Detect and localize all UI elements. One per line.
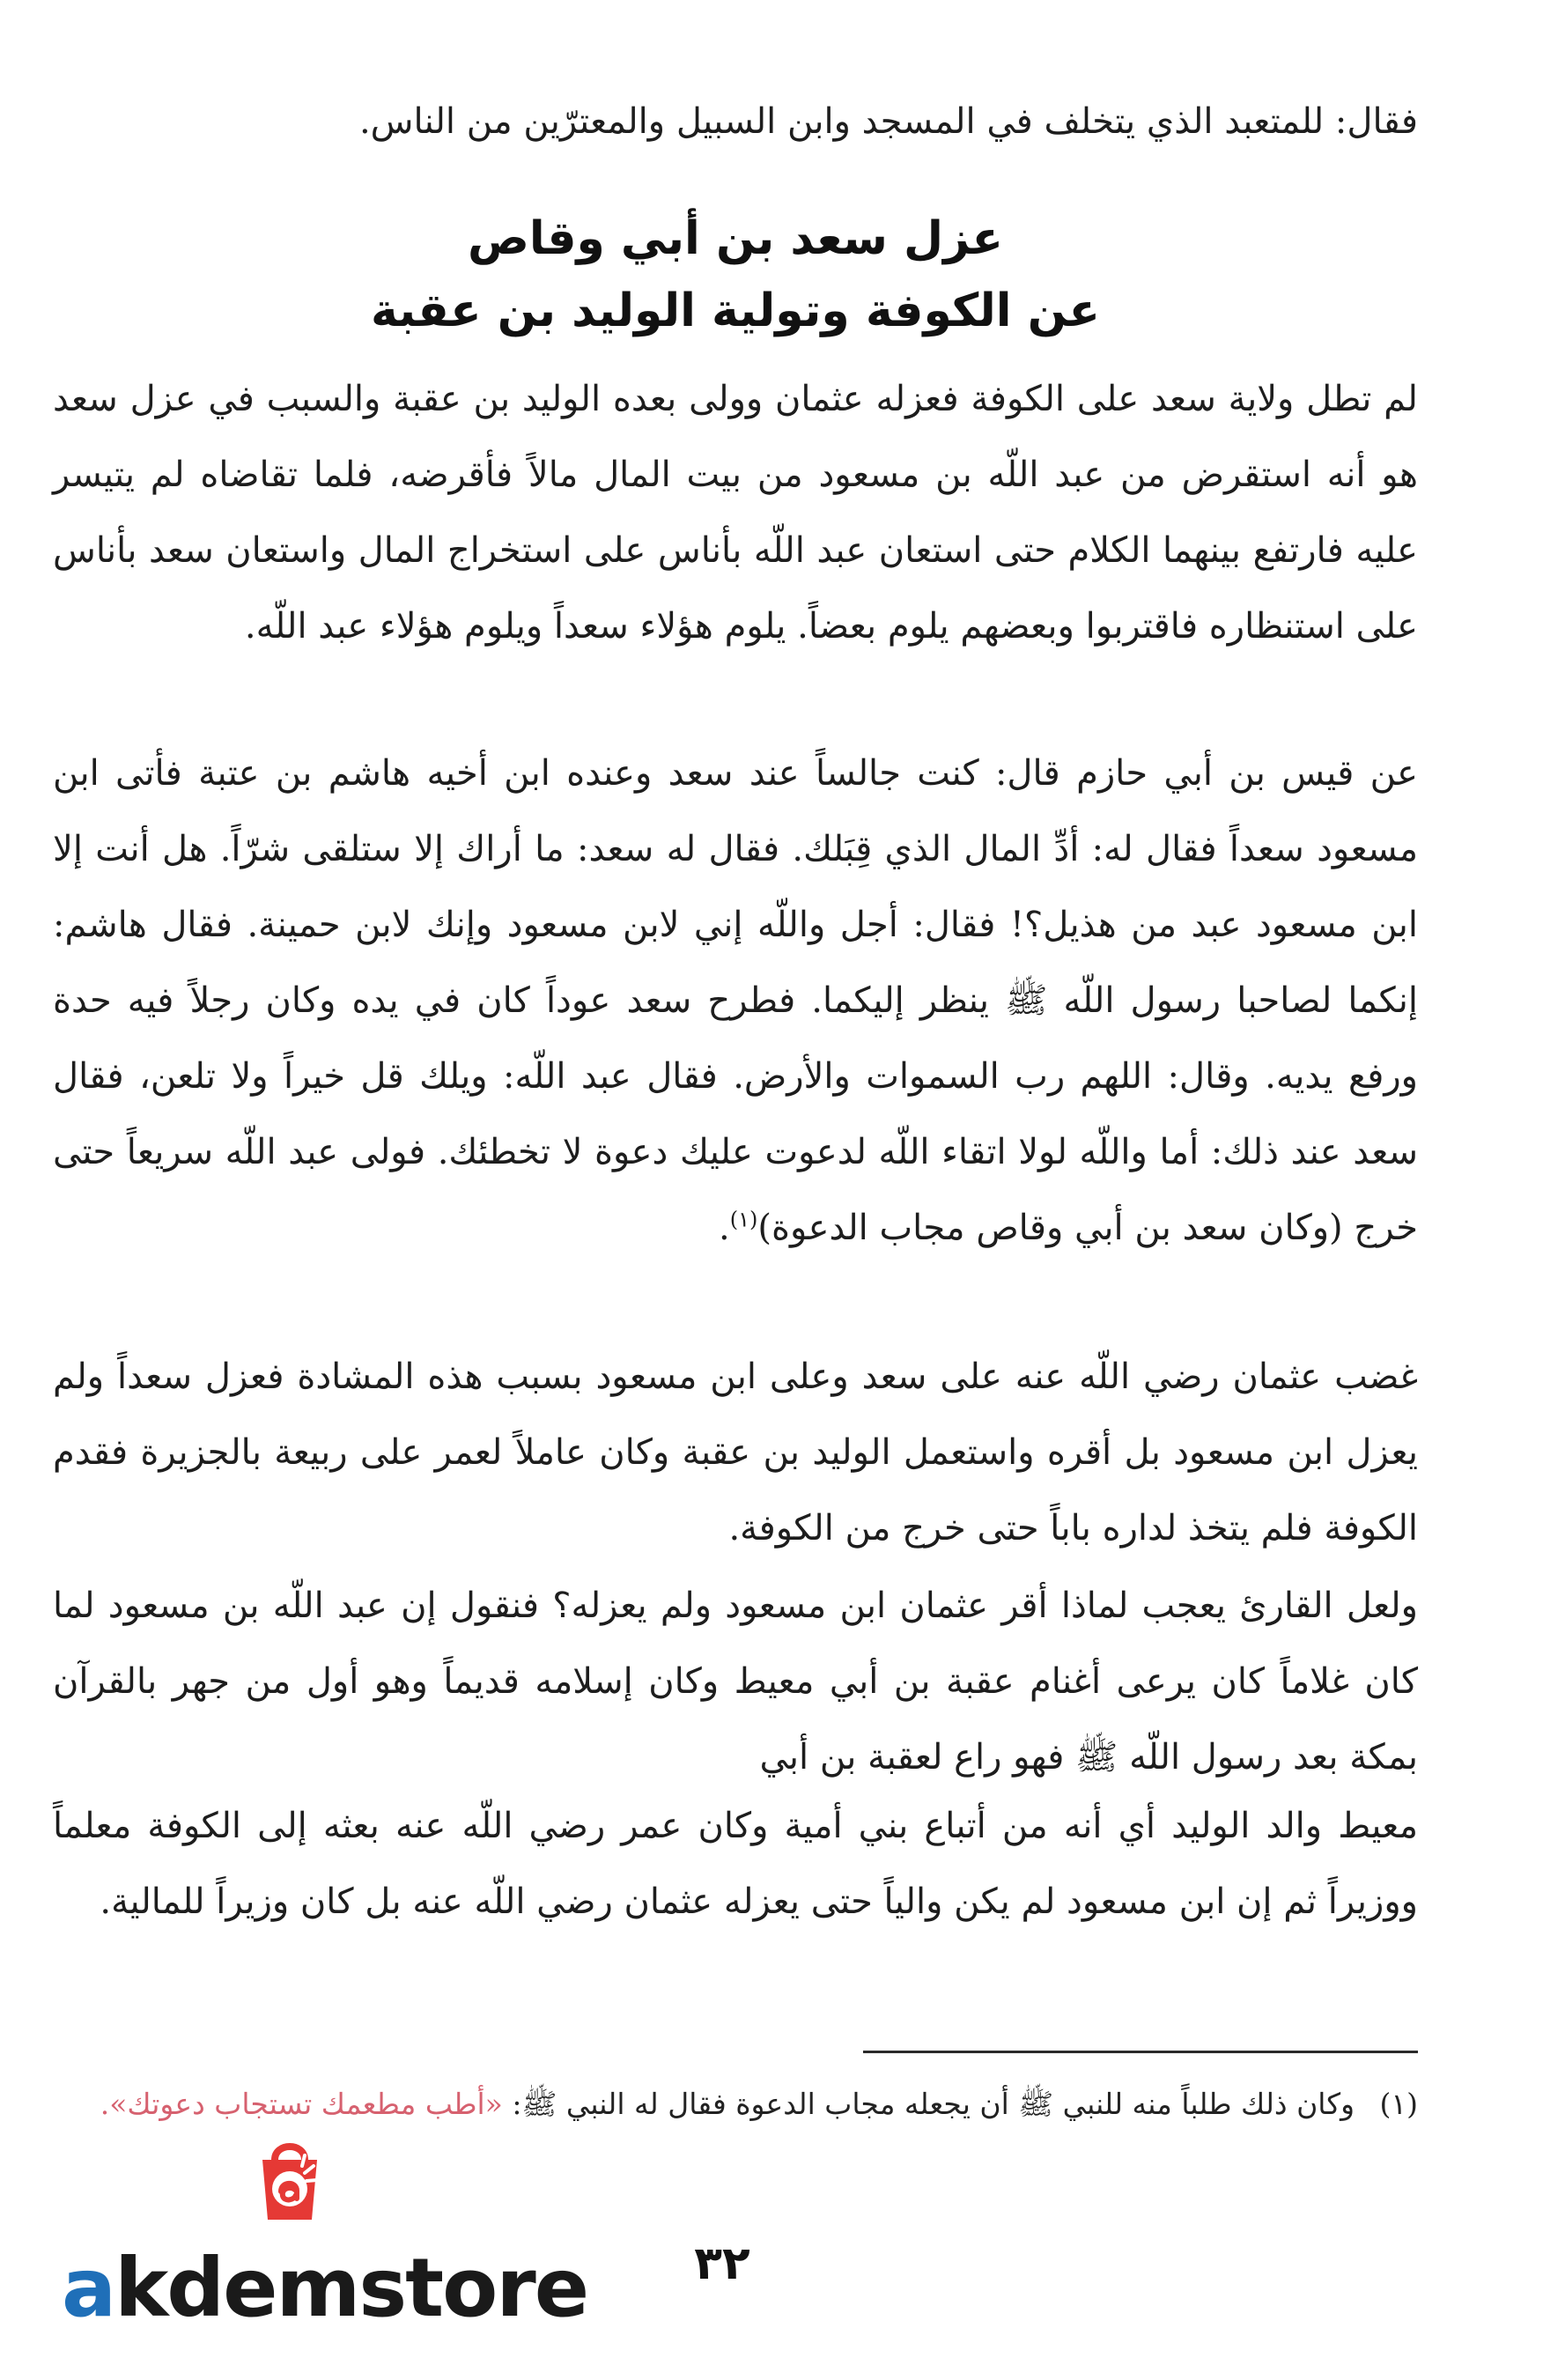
section-title-line-2: عن الكوفة وتولية الوليد بن عقبة [370, 285, 1101, 337]
paragraph-1 [53, 361, 1418, 664]
brand-watermark [62, 2236, 588, 2341]
paragraph-3-text: غضب عثمان رضي اللّه عنه على سعد وعلى ابن مسعود بسبب هذه المشادة فعزل سعداً ولم يعزل ابن مسعود بل أقره واستعمل الوليد بن عقبة وكان عاملاً لعمر على ربيعة بالجزيرة فقدم الكوفة فلم يتخذ لداره باباً حتى خرج من الكوفة. [53, 1356, 1418, 1548]
brand-letter-a: a [62, 2241, 115, 2335]
footnote-quote: «أطب مطعمك تستجاب دعوتك». [100, 2087, 503, 2121]
footnote-mark: (١) [1379, 2087, 1418, 2121]
footnote-divider [863, 2051, 1418, 2053]
paragraph-4-text: ولعل القارئ يعجب لماذا أقر عثمان ابن مسعود ولم يعزله؟ فنقول إن عبد اللّه بن مسعود لما كان غلاماً كان يرعى أغنام عقبة بن أبي معيط وكان إسلامه قديماً وهو أول من جهر بالقرآن بمكة بعد رسول اللّه ﷺ فهو راع لعقبة بن أبي [53, 1585, 1418, 1778]
footnote-reference: (١) [729, 1207, 758, 1232]
intro-text: فقال: للمتعبد الذي يتخلف في المسجد وابن السبيل والمعترّين من الناس. [358, 101, 1418, 142]
page-number: ٣٢ [694, 2237, 750, 2290]
paragraph-2-text: عن قيس بن أبي حازم قال: كنت جالساً عند سعد وعنده ابن أخيه هاشم بن عتبة فأتى ابن مسعود سعداً فقال له: أدِّ المال الذي قِبَلك. فقال له سعد: ما أراك إلا ستلقى شرّاً. هل أنت إلا ابن مسعود عبد من هذيل؟! فقال: أجل واللّه إني لابن مسعود وإنك لابن حمينة. فقال هاشم: إنكما لصاحبا رسول اللّه ﷺ ينظر إليكما. فطرح سعد عوداً كان في يده وكان رجلاً فيه حدة ورفع يديه. وقال: اللهم رب السموات والأرض. فقال عبد اللّه: ويلك قل خيراً ولا تلعن، فقال سعد عند ذلك: أما واللّه لولا اتقاء اللّه لدعوت عليك دعوة لا تخطئك. فولى عبد اللّه سريعاً حتى خرج (وكان سعد بن أبي وقاص مجاب الدعوة) [53, 753, 1419, 1248]
paragraph-5-text: معيط والد الوليد أي أنه من أتباع بني أمية وكان عمر رضي اللّه عنه بعثه إلى الكوفة معلماً ووزيراً ثم إن ابن مسعود لم يكن والياً حتى يعزله عثمان رضي اللّه عنه بل كان وزيراً للمالية. [53, 1806, 1418, 1922]
shopping-bag-with-a-logo-icon [241, 2130, 338, 2227]
paragraph-4 [53, 1568, 1418, 1795]
paragraph-2 [53, 735, 1418, 1266]
footnote [53, 2074, 1418, 2134]
paragraph-2-end: . [719, 1208, 730, 1248]
paragraph-1-text: لم تطل ولاية سعد على الكوفة فعزله عثمان وولى بعده الوليد بن عقبة والسبب في عزل سعد هو أنه استقرض من عبد اللّه بن مسعود من بيت المال مالاً فأقرضه، فلما تقاضاه لم يتيسر عليه فارتفع بينهما الكلام حتى استعان عبد اللّه بأناس على استخراج المال واستعان سعد بأناس على استنظاره فاقتربوا وبعضهم يلوم بعضاً. يلوم هؤلاء سعداً ويلوم هؤلاء عبد اللّه. [53, 379, 1418, 647]
brand-name-rest: kdemstore [114, 2241, 588, 2335]
paragraph-3 [53, 1339, 1418, 1566]
intro-line [53, 84, 1418, 159]
section-title-line-1: عزل سعد بن أبي وقاص [467, 212, 1004, 265]
paragraph-5 [53, 1788, 1418, 1940]
footnote-text: وكان ذلك طلباً منه للنبي ﷺ أن يجعله مجاب الدعوة فقال له النبي ﷺ: [512, 2087, 1355, 2121]
